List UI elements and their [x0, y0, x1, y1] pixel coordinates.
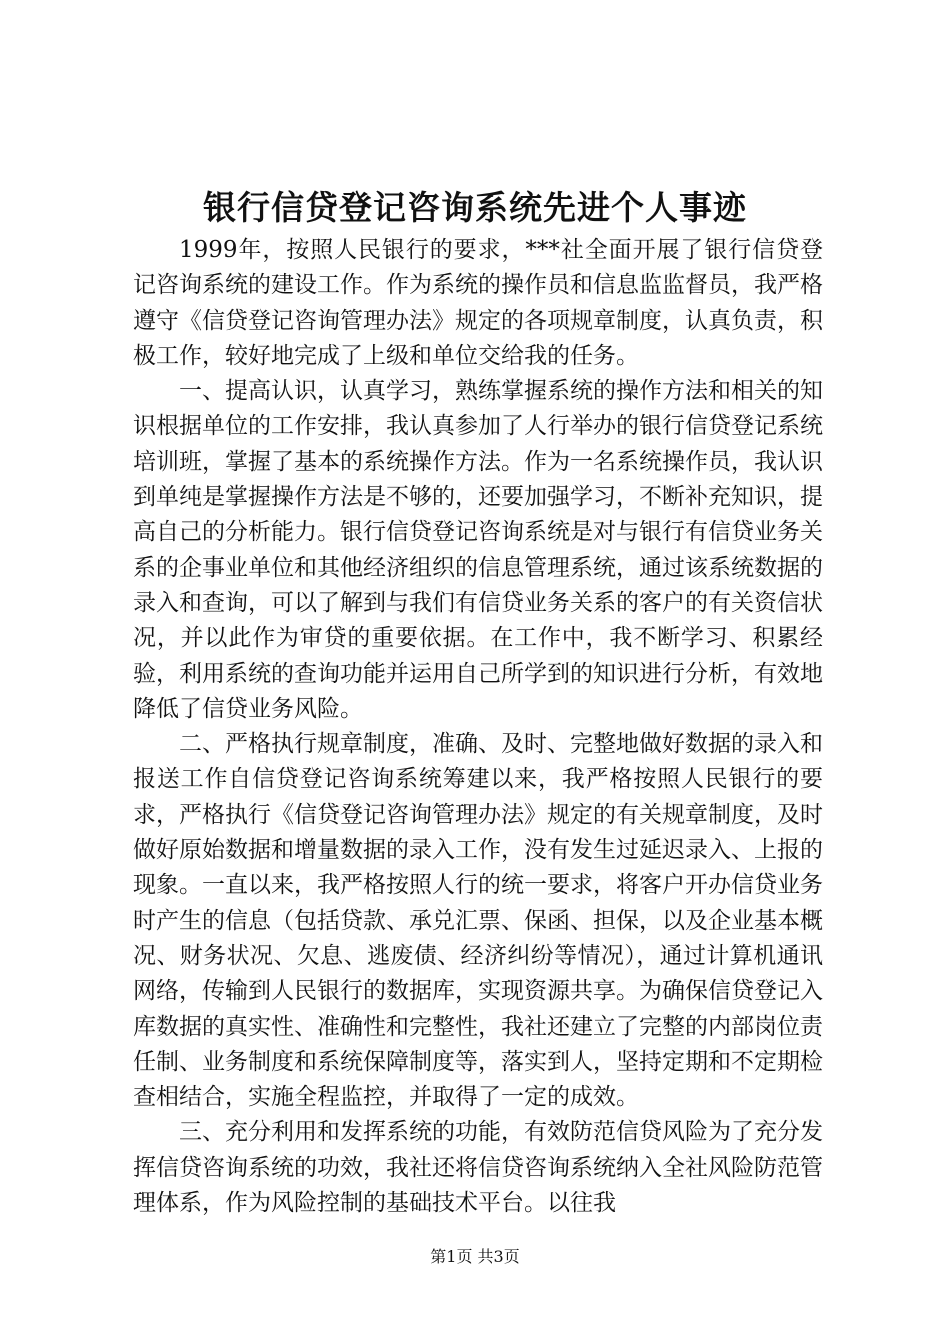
page-number-footer: 第1页 共3页 [430, 1247, 520, 1266]
paragraph-section-3: 三、充分利用和发挥系统的功能，有效防范信贷风险为了充分发挥信贷咨询系统的功效，我社还将信贷咨询系统纳入全社风险防范管理体系，作为风险控制的基础技术平台。以往我 [133, 1119, 823, 1217]
document-body [133, 233, 823, 1221]
paragraph-section-1: 一、提高认识，认真学习，熟练掌握系统的操作方法和相关的知识根据单位的工作安排，我认真参加了人行举办的银行信贷登记系统培训班，掌握了基本的系统操作方法。作为一名系统操作员，我认识到单纯是掌握操作方法是不够的，还要加强学习，不断补充知识，提高自己的分析能力。银行信贷登记咨询系统是对与银行有信贷业务关系的企事业单位和其他经济组织的信息管理系统，通过该系统数据的录入和查询，可以了解到与我们有信贷业务关系的客户的有关资信状况，并以此作为审贷的重要依据。在工作中，我不断学习、积累经验，利用系统的查询功能并运用自己所学到的知识进行分析，有效地降低了信贷业务风险。 [133, 378, 823, 722]
paragraph-section-2: 二、严格执行规章制度，准确、及时、完整地做好数据的录入和报送工作自信贷登记咨询系统筹建以来，我严格按照人民银行的要求，严格执行《信贷登记咨询管理办法》规定的有关规章制度，及时做好原始数据和增量数据的录入工作，没有发生过延迟录入、上报的现象。一直以来，我严格按照人行的统一要求，将客户开办信贷业务时产生的信息（包括贷款、承兑汇票、保函、担保，以及企业基本概况、财务状况、欠息、逃废债、经济纠纷等情况），通过计算机通讯网络，传输到人民银行的数据库，实现资源共享。为确保信贷登记入库数据的真实性、准确性和完整性，我社还建立了完整的内部岗位责任制、业务制度和系统保障制度等，落实到人，坚持定期和不定期检查相结合，实施全程监控，并取得了一定的成效。 [133, 731, 823, 1111]
document-title: 银行信贷登记咨询系统先进个人事迹 [203, 188, 747, 227]
paragraph-intro: 1999年，按照人民银行的要求，***社全面开展了银行信贷登记咨询系统的建设工作。作为系统的操作员和信息监监督员，我严格遵守《信贷登记咨询管理办法》规定的各项规章制度，认真负责，积极工作，较好地完成了上级和单位交给我的任务。 [133, 237, 823, 369]
